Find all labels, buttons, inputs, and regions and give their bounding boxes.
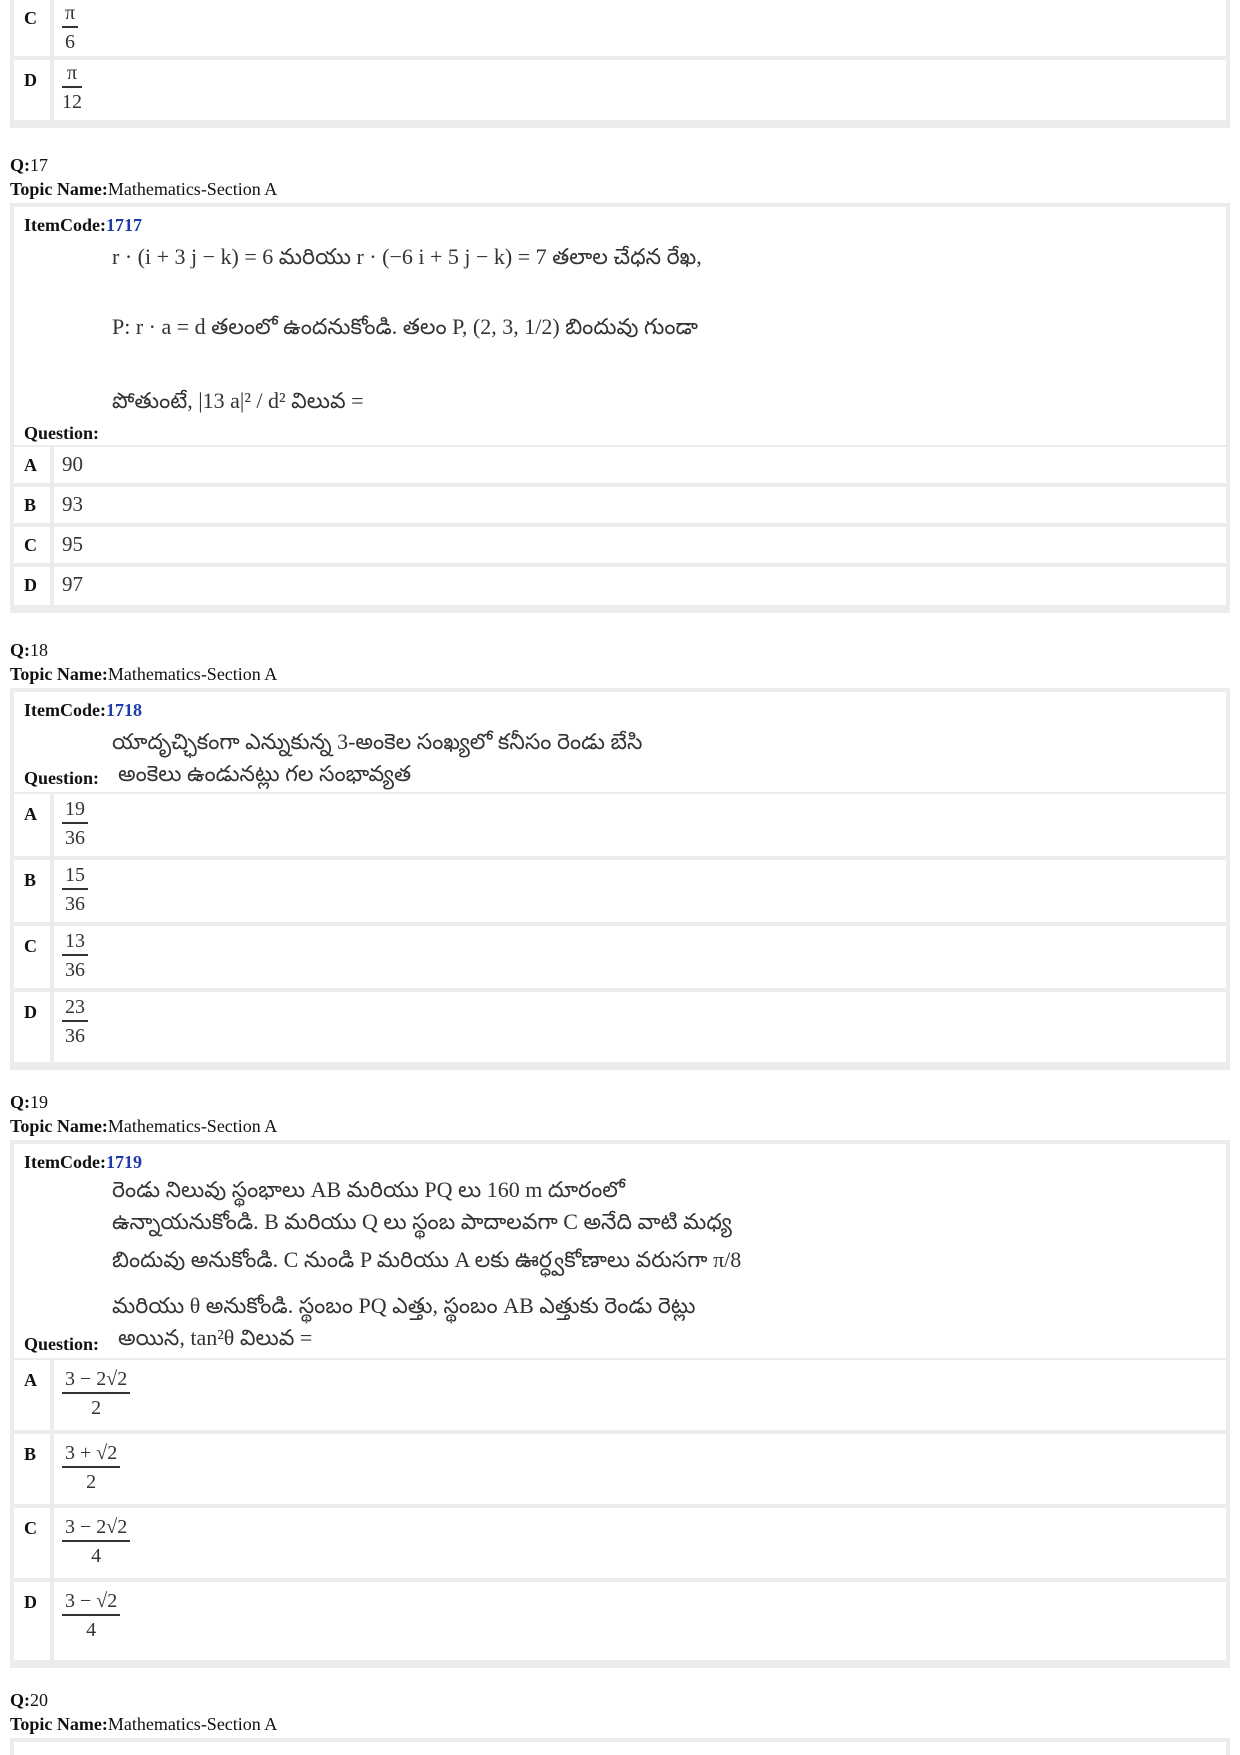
question-line: P: r · a = d తలంలో ఉందనుకోండి. తలం P, (2, 3, 1/2) బిందువు గుండా xyxy=(112,314,698,339)
question-line: రెండు నిలువు స్థంభాలు AB మరియు PQ లు 160 m దూరంలో xyxy=(112,1177,625,1202)
option-row[interactable] xyxy=(14,1508,1226,1578)
question-number: 18 xyxy=(30,640,48,660)
option-divider xyxy=(50,567,54,605)
option-letter: B xyxy=(24,1444,37,1464)
option-divider xyxy=(50,60,54,120)
prev-question-options xyxy=(10,0,1230,128)
question-stem xyxy=(14,1742,1226,1755)
option-row[interactable] xyxy=(14,487,1226,523)
option-row[interactable] xyxy=(14,860,1226,922)
question-header xyxy=(10,1090,277,1138)
denominator: 12 xyxy=(62,91,82,113)
question-line: అంకెలు ఉండునట్లు గల సంభావ్యత xyxy=(118,761,412,786)
option-divider xyxy=(50,1434,54,1504)
denominator: 4 xyxy=(86,1619,97,1641)
numerator: 13 xyxy=(62,928,88,956)
option-value: 93 xyxy=(62,492,83,516)
question-box xyxy=(10,203,1230,613)
option-fraction xyxy=(62,1440,120,1496)
option-row[interactable] xyxy=(14,527,1226,563)
numerator: 23 xyxy=(62,994,88,1022)
q-label: Q: xyxy=(10,1092,30,1112)
option-row[interactable] xyxy=(14,1582,1226,1660)
topic-label: Topic Name: xyxy=(10,1116,108,1136)
numerator: π xyxy=(62,60,82,88)
option-value: 90 xyxy=(62,452,83,476)
topic-label: Topic Name: xyxy=(10,179,108,199)
option-letter: C xyxy=(24,1518,37,1538)
denominator: 6 xyxy=(65,31,76,53)
question-line: మరియు θ అనుకోండి. స్థంబం PQ ఎత్తు, స్థంబం AB ఎత్తుకు రెండు రెట్లు xyxy=(112,1293,696,1318)
option-divider xyxy=(50,447,54,483)
option-divider xyxy=(50,860,54,922)
option-row[interactable] xyxy=(14,447,1226,483)
question-stem xyxy=(14,207,1226,445)
topic-label: Topic Name: xyxy=(10,1714,108,1734)
question-stem xyxy=(14,1144,1226,1358)
numerator: 19 xyxy=(62,796,88,824)
itemcode-value: 1718 xyxy=(105,700,142,720)
option-letter: A xyxy=(24,455,37,475)
option-fraction xyxy=(62,796,88,852)
option-divider xyxy=(50,1508,54,1578)
question-number: 19 xyxy=(30,1092,48,1112)
option-row[interactable] xyxy=(14,794,1226,856)
denominator: 36 xyxy=(65,959,85,981)
numerator: 3 − √2 xyxy=(62,1588,120,1616)
option-letter: C xyxy=(24,936,37,956)
option-row[interactable] xyxy=(14,60,1226,120)
q-label: Q: xyxy=(10,1690,30,1710)
numerator: π xyxy=(62,0,78,28)
option-divider xyxy=(50,794,54,856)
itemcode-label: ItemCode: xyxy=(24,1152,106,1172)
question-label: Question: xyxy=(24,1334,100,1354)
denominator: 36 xyxy=(65,827,85,849)
question-number: 20 xyxy=(30,1690,48,1710)
question-line: యాదృచ్ఛికంగా ఎన్నుకున్న 3-అంకెల సంఖ్యలో కనీసం రెండు బేసి xyxy=(112,729,643,754)
option-divider xyxy=(50,527,54,563)
question-stem xyxy=(14,692,1226,792)
q-label: Q: xyxy=(10,155,30,175)
topic-name: Mathematics-Section A xyxy=(107,1714,278,1734)
question-label: Question: xyxy=(24,768,100,788)
question-number: 17 xyxy=(30,155,48,175)
itemcode xyxy=(24,215,142,236)
itemcode-label: ItemCode: xyxy=(24,215,106,235)
itemcode xyxy=(24,1152,142,1173)
option-letter: C xyxy=(24,535,37,555)
option-letter: D xyxy=(24,70,37,90)
option-letter: D xyxy=(24,1592,37,1612)
denominator: 36 xyxy=(65,893,85,915)
option-fraction xyxy=(62,928,88,984)
option-row[interactable] xyxy=(14,0,1226,56)
option-row[interactable] xyxy=(14,1360,1226,1430)
topic-label: Topic Name: xyxy=(10,664,108,684)
numerator: 3 + √2 xyxy=(62,1440,120,1468)
numerator: 3 − 2√2 xyxy=(62,1514,130,1542)
option-fraction xyxy=(62,862,88,918)
question-line: పోతుంటే, |13 a|² / d² విలువ = xyxy=(112,388,364,413)
option-fraction xyxy=(62,60,82,116)
option-fraction xyxy=(62,1366,130,1422)
option-row[interactable] xyxy=(14,926,1226,988)
topic-name: Mathematics-Section A xyxy=(107,179,278,199)
question-line: ఉన్నాయనుకోండి. B మరియు Q లు స్థంబ పాదాలవగా C అనేది వాటి మధ్య xyxy=(112,1209,732,1234)
itemcode-value: 1717 xyxy=(105,215,142,235)
question-box xyxy=(10,1140,1230,1668)
question-box xyxy=(10,1738,1230,1755)
question-label: Question: xyxy=(24,423,100,443)
option-row[interactable] xyxy=(14,567,1226,605)
option-divider xyxy=(50,992,54,1062)
option-divider xyxy=(50,1582,54,1660)
option-divider xyxy=(50,0,54,56)
option-letter: C xyxy=(24,8,37,28)
option-letter: A xyxy=(24,1370,37,1390)
itemcode-value: 1719 xyxy=(105,1152,142,1172)
option-letter: D xyxy=(24,575,37,595)
question-header xyxy=(10,1688,277,1736)
option-letter: B xyxy=(24,495,37,515)
option-row[interactable] xyxy=(14,992,1226,1062)
option-value: 97 xyxy=(62,572,83,596)
option-fraction xyxy=(62,0,78,56)
option-fraction xyxy=(62,994,88,1050)
option-letter: A xyxy=(24,804,37,824)
option-fraction xyxy=(62,1514,130,1570)
question-box xyxy=(10,688,1230,1070)
question-header xyxy=(10,638,277,686)
option-divider xyxy=(50,1360,54,1430)
numerator: 3 − 2√2 xyxy=(62,1366,130,1394)
option-letter: D xyxy=(24,1002,37,1022)
numerator: 15 xyxy=(62,862,88,890)
option-divider xyxy=(50,487,54,523)
option-fraction xyxy=(62,1588,120,1644)
denominator: 36 xyxy=(65,1025,85,1047)
denominator: 2 xyxy=(86,1471,97,1493)
topic-name: Mathematics-Section A xyxy=(107,664,278,684)
itemcode xyxy=(24,700,142,721)
option-divider xyxy=(50,926,54,988)
denominator: 2 xyxy=(91,1397,102,1419)
topic-name: Mathematics-Section A xyxy=(107,1116,278,1136)
q-label: Q: xyxy=(10,640,30,660)
question-line: అయిన, tan²θ విలువ = xyxy=(118,1325,313,1350)
question-header xyxy=(10,153,277,201)
option-letter: B xyxy=(24,870,37,890)
option-row[interactable] xyxy=(14,1434,1226,1504)
itemcode-label: ItemCode: xyxy=(24,700,106,720)
question-line: బిందువు అనుకోండి. C నుండి P మరియు A లకు ఊర్ధ్వకోణాలు వరుసగా π/8 xyxy=(112,1247,742,1272)
denominator: 4 xyxy=(91,1545,102,1567)
question-line: r · (i + 3 j − k) = 6 మరియు r · (−6 i + 5 j − k) = 7 తలాల చేధన రేఖ, xyxy=(112,244,702,269)
option-value: 95 xyxy=(62,532,83,556)
